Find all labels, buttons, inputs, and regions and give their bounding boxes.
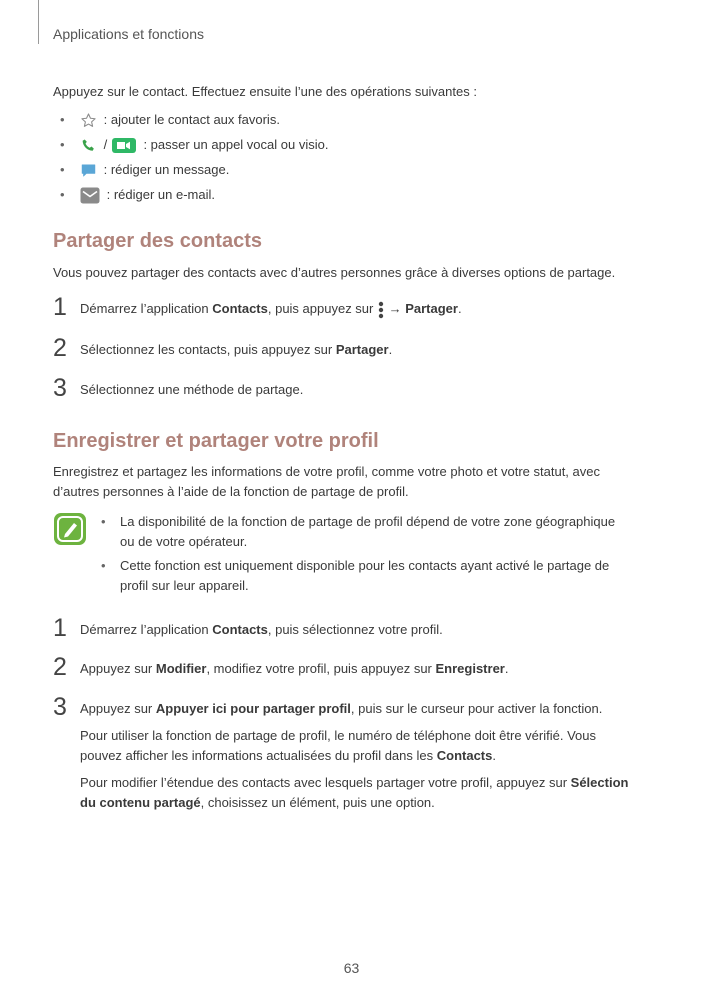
step-text: Sélectionnez une méthode de partage. xyxy=(80,382,304,397)
section-title-profile: Enregistrer et partager votre profil xyxy=(53,430,379,452)
action-text: : passer un appel vocal ou visio. xyxy=(139,137,329,152)
ui-label-share: Partager xyxy=(335,342,389,357)
email-icon xyxy=(80,187,100,204)
step-text xyxy=(80,659,655,679)
note-item xyxy=(101,512,641,552)
separator: / xyxy=(100,137,111,152)
text-line: Enregistrez et partagez les informations de votre profil, comme votre photo et votre statut, avec xyxy=(53,464,600,479)
text-line: ou de votre opérateur. xyxy=(120,534,248,549)
action-text: : rédiger un e-mail. xyxy=(103,187,215,202)
step-number: 2 xyxy=(53,334,67,362)
step-number: 1 xyxy=(53,614,67,642)
step-number: 3 xyxy=(53,374,67,402)
step-number: 2 xyxy=(53,653,67,681)
step-paragraph xyxy=(80,726,655,766)
ui-label-shared-content: Sélection xyxy=(570,775,629,790)
step-text xyxy=(80,299,655,319)
phone-icon xyxy=(80,137,97,154)
header-rule xyxy=(38,0,39,44)
section-title-share-contacts: Partager des contacts xyxy=(53,230,262,252)
video-call-icon xyxy=(111,137,137,154)
step-text xyxy=(80,620,655,640)
ui-label-share-profile: Appuyer ici pour partager profil xyxy=(155,701,351,716)
text-run: , choisissez un élément, puis une option. xyxy=(200,795,435,810)
text-run: , puis appuyez sur xyxy=(267,301,377,316)
running-header: Applications et fonctions xyxy=(53,26,204,42)
bullet: • xyxy=(60,137,65,152)
text-run: Pour modifier l’étendue des contacts avec lesquels partager votre profil, appuyez sur xyxy=(80,775,571,790)
step-text xyxy=(80,699,655,813)
text-run: Appuyez sur xyxy=(80,701,156,716)
message-icon xyxy=(80,162,97,179)
step-text xyxy=(80,340,655,360)
action-text: : rédiger un message. xyxy=(100,162,230,177)
text-run: , modifiez votre profil, puis appuyez sur xyxy=(206,661,436,676)
text-line: profil sur leur appareil. xyxy=(120,578,249,593)
ui-label-contacts: Contacts xyxy=(436,748,493,763)
bullet: • xyxy=(101,558,106,573)
text-line: Pour utiliser la fonction de partage de profil, le numéro de téléphone doit être vérifié. Vous xyxy=(80,728,596,743)
bullet: • xyxy=(60,112,65,127)
text-run: Appuyez sur xyxy=(80,661,156,676)
text-run: pouvez afficher les informations actualisées du profil dans les xyxy=(80,748,437,763)
more-options-icon xyxy=(378,301,384,319)
section-description xyxy=(53,462,653,502)
bullet: • xyxy=(60,187,65,202)
text-run: Sélectionnez les contacts, puis appuyez sur xyxy=(80,342,336,357)
arrow: → xyxy=(384,301,406,316)
ui-label-edit: Modifier xyxy=(155,661,207,676)
bullet: • xyxy=(101,514,106,529)
step-paragraph xyxy=(80,773,655,813)
step-number: 3 xyxy=(53,693,67,721)
text-run: Démarrez l’application xyxy=(80,301,213,316)
text-line: d’autres personnes à l’aide de la fonction de partage de profil. xyxy=(53,484,409,499)
step-number: 1 xyxy=(53,293,67,321)
ui-label-share: Partager xyxy=(405,301,458,316)
text-run: Démarrez l’application xyxy=(80,622,213,637)
note-icon xyxy=(53,512,87,546)
ui-label-shared-content: du contenu partagé xyxy=(80,795,201,810)
text-line: Cette fonction est uniquement disponible pour les contacts ayant activé le partage de xyxy=(120,558,610,573)
intro-text: Appuyez sur le contact. Effectuez ensuite l’une des opérations suivantes : xyxy=(53,84,477,99)
ui-label-contacts: Contacts xyxy=(212,622,268,637)
star-icon xyxy=(80,112,97,129)
text-run: , puis sur le curseur pour activer la fonction. xyxy=(350,701,603,716)
note-item xyxy=(101,556,641,596)
text-run: , puis sélectionnez votre profil. xyxy=(267,622,443,637)
text-run: . xyxy=(492,748,496,763)
text-run: . xyxy=(504,661,509,676)
bullet: • xyxy=(60,162,65,177)
ui-label-contacts: Contacts xyxy=(212,301,268,316)
text-run: . xyxy=(457,301,462,316)
section-description: Vous pouvez partager des contacts avec d’autres personnes grâce à diverses options de partage. xyxy=(53,265,616,280)
ui-label-save: Enregistrer xyxy=(435,661,505,676)
page-number: 63 xyxy=(343,960,360,976)
action-text: : ajouter le contact aux favoris. xyxy=(100,112,280,127)
text-run: . xyxy=(388,342,393,357)
text-line: La disponibilité de la fonction de partage de profil dépend de votre zone géographique xyxy=(120,514,616,529)
